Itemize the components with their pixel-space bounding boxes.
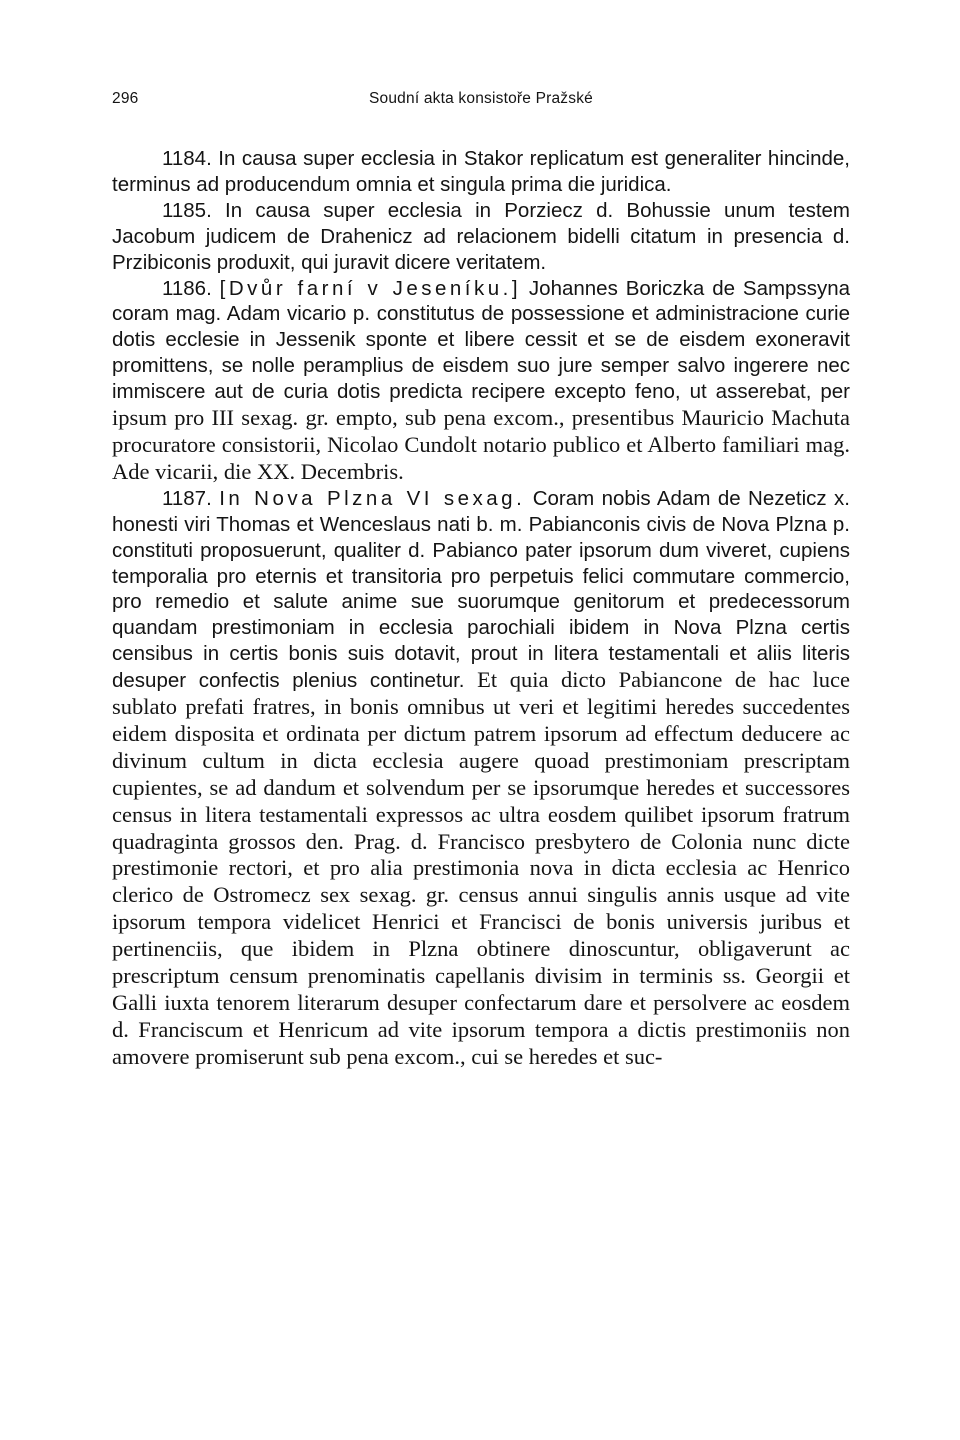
running-title: Soudní akta konsistoře Pražské [369, 90, 593, 107]
entry-text: 1184. In causa super ecclesia in Stakor replicatum est generaliter hincinde, terminus ad producendum omnia et singula prima die juridica. [112, 147, 850, 196]
entry-number: 1186. [162, 276, 212, 300]
entry-1187 [112, 486, 850, 1071]
entry-number: 1187. [162, 486, 212, 510]
entry-text: 1185. In causa super ecclesia in Porziecz d. Bohussie unum testem Jacobum judicem de Drahenicz ad relacionem bidelli citatum in presencia d. Przibiconis produxit, qui juravit dicere veritatem. [112, 198, 850, 274]
entry-1184 [112, 146, 850, 198]
entry-text: Johannes Boriczka de Sampssyna coram mag. Adam vicario p. constitutus de possessione et administracione curie dotis ecclesie in Jessenik sponte et libere cessit et se de eisdem exoneravit promittens, se nolle peramplius de eisdem suo jure semper salvo ingerere nec immiscere aut de curia dotis predicta recipere excepto feno, ut asserebat, per [112, 276, 850, 404]
entry-1186 [112, 276, 850, 486]
page-number: 296 [112, 90, 139, 107]
entry-heading: In Nova Plzna VI sexag. [219, 486, 526, 510]
document-page [112, 90, 850, 1071]
entry-text: Coram nobis Adam de Nezeticz x. honesti viri Thomas et Wenceslaus nati b. m. Pabianconis civis de Nova Plzna p. constituti proposuerunt, qualiter d. Pabianco pater ipsorum dum viveret, cupiens temporalia pro eternis et transitoria pro perpetuis felici commutare commercio, pro remedio et salute anime sue suorumque genitorum et predecessorum quandam prestimoniam in ecclesia parochiali ibidem in Nova Plzna certis censibus in certis bonis suis dotavit, prout in litera testamentali et aliis literis desuper confectis plenius continetur. [112, 486, 850, 693]
document-body [112, 146, 850, 1071]
entry-text-serif: ipsum pro III sexag. gr. empto, sub pena excom., presentibus Mauricio Machuta procuratore consistorii, Nicolao Cundolt notario publico et Alberto familiari mag. Ade vicarii, die XX. Decembris. [112, 405, 850, 484]
entry-heading: [Dvůr farní v Jeseníku.] [219, 276, 522, 300]
entry-text-serif: Et quia dicto Pabiancone de hac luce sublato prefati fratres, in bonis omnibus ut veri et legitimi heredes succedentes eidem disposita et ordinata per dictum patrem ipsorum ad effectum deducere ac divinum cultum in dicta ecclesia augere quoad prestimoniam prescriptam cupientes, se ad dandum et solvendum per se ipsorumque heredes et successores census in litera testamentali expressos ac ultra eosdem quilibet ipsorum fratrum quadraginta grossos den. Prag. d. Francisco presbytero de Colonia nunc dicte prestimonie rectori, et pro alia prestimonia nova in dicta ecclesia ac Henrico clerico de Ostromecz sex sexag. gr. census annui singulis annis usque ad vite ipsorum tempora videlicet Henrici et Francisci de bonis universis juribus et pertinenciis, que ibidem in Plzna obtinere dinoscuntur, obligaverunt ac prescriptum censum prenominatis capellanis divisim in terminis ss. Georgii et Galli iuxta tenorem literarum desuper confectarum dare et persolvere ac eosdem d. Franciscum et Henricum ad vite ipsorum tempora a dictis prestimoniis non amovere promiserunt sub pena excom., cui se heredes et suc- [112, 667, 851, 1069]
running-head [112, 90, 850, 114]
entry-1185 [112, 198, 850, 276]
